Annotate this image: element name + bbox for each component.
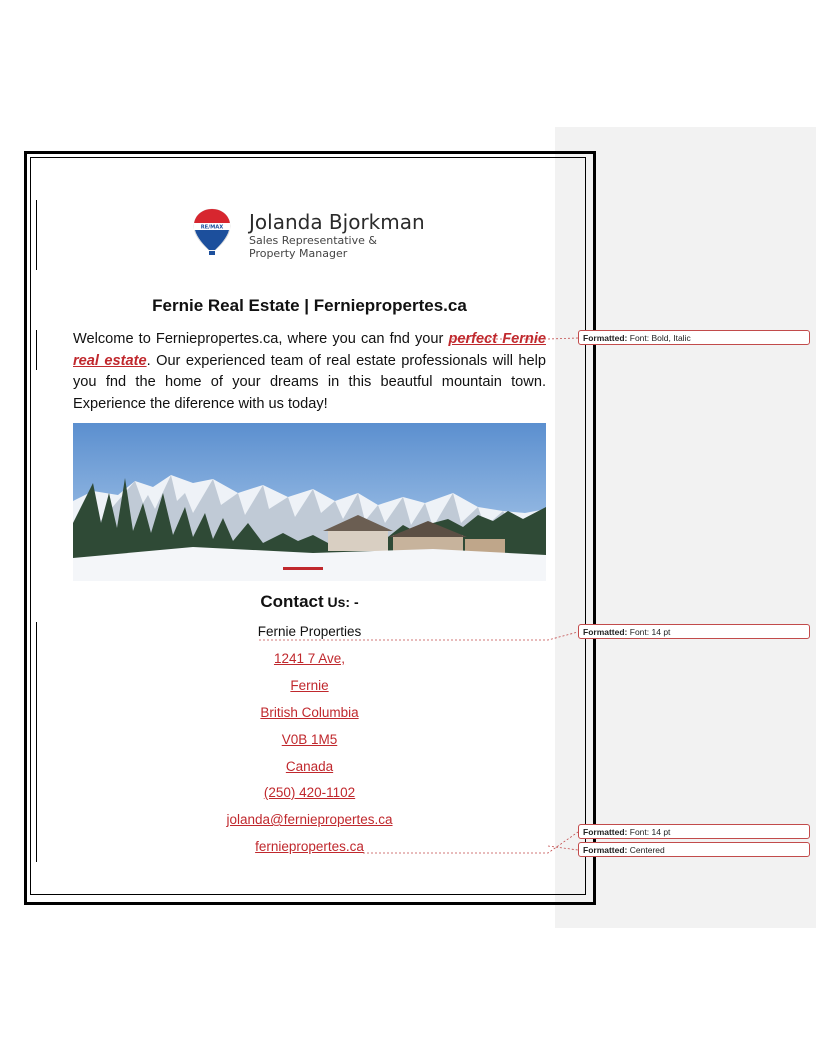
comment-detail: Font: 14 pt [629,627,671,637]
intro-paragraph [73,329,546,415]
change-bar [36,622,37,862]
agent-role-line2: Property Manager [249,247,348,260]
format-comment-balloon[interactable] [578,824,810,839]
contact-country-link[interactable]: Canada [285,759,334,774]
comment-label: Formatted: [583,627,628,637]
contact-city-link[interactable]: Fernie [290,678,329,693]
contact-province-link[interactable]: British Columbia [260,705,359,720]
intro-text-end: . Our experienced team of real estate professionals will help you fnd the home of your dreams in this beautful mountain town. Experience the diference with us today! [73,352,546,412]
mountain-resort-photo [73,423,546,581]
contact-heading [73,592,546,612]
comment-detail: Font: Bold, Italic [629,333,691,343]
contact-phone-link[interactable]: (250) 420-1102 [263,785,356,800]
document-title: Fernie Real Estate | Ferniepropertes.ca [152,296,467,315]
agent-role-line1: Sales Representative & [249,234,377,247]
change-bar [36,330,37,370]
contact-street-link[interactable]: 1241 7 Ave, [273,651,346,666]
highlight-link-real-estate[interactable]: real estate [73,352,147,369]
format-comment-balloon[interactable] [578,624,810,639]
agent-role [249,234,377,260]
highlight-link-perfect-fernie[interactable]: perfect Fernie [448,331,546,347]
comment-label: Formatted: [583,827,628,837]
agent-name: Jolanda Bjorkman [249,210,425,234]
contact-heading-suffix: Us: - [323,594,359,610]
format-comment-balloon[interactable] [578,842,810,857]
contact-postal-link[interactable]: V0B 1M5 [281,732,338,747]
contact-heading-main: Contact [260,592,324,611]
contact-website-link[interactable]: ferniepropertes.ca [255,839,364,854]
comment-detail: Font: 14 pt [629,827,671,837]
format-comment-balloon[interactable] [578,330,810,345]
comment-label: Formatted: [583,333,628,343]
contact-email-link[interactable]: jolanda@ferniepropertes.ca [226,812,393,827]
remax-balloon-logo [192,208,232,258]
contact-company: Fernie Properties [257,624,362,639]
change-bar [36,200,37,270]
intro-text-start: Welcome to Ferniepropertes.ca, where you can fnd your [73,331,449,347]
comment-label: Formatted: [583,845,628,855]
svg-text:RE/MAX: RE/MAX [200,224,224,231]
comment-detail: Centered [629,845,665,855]
